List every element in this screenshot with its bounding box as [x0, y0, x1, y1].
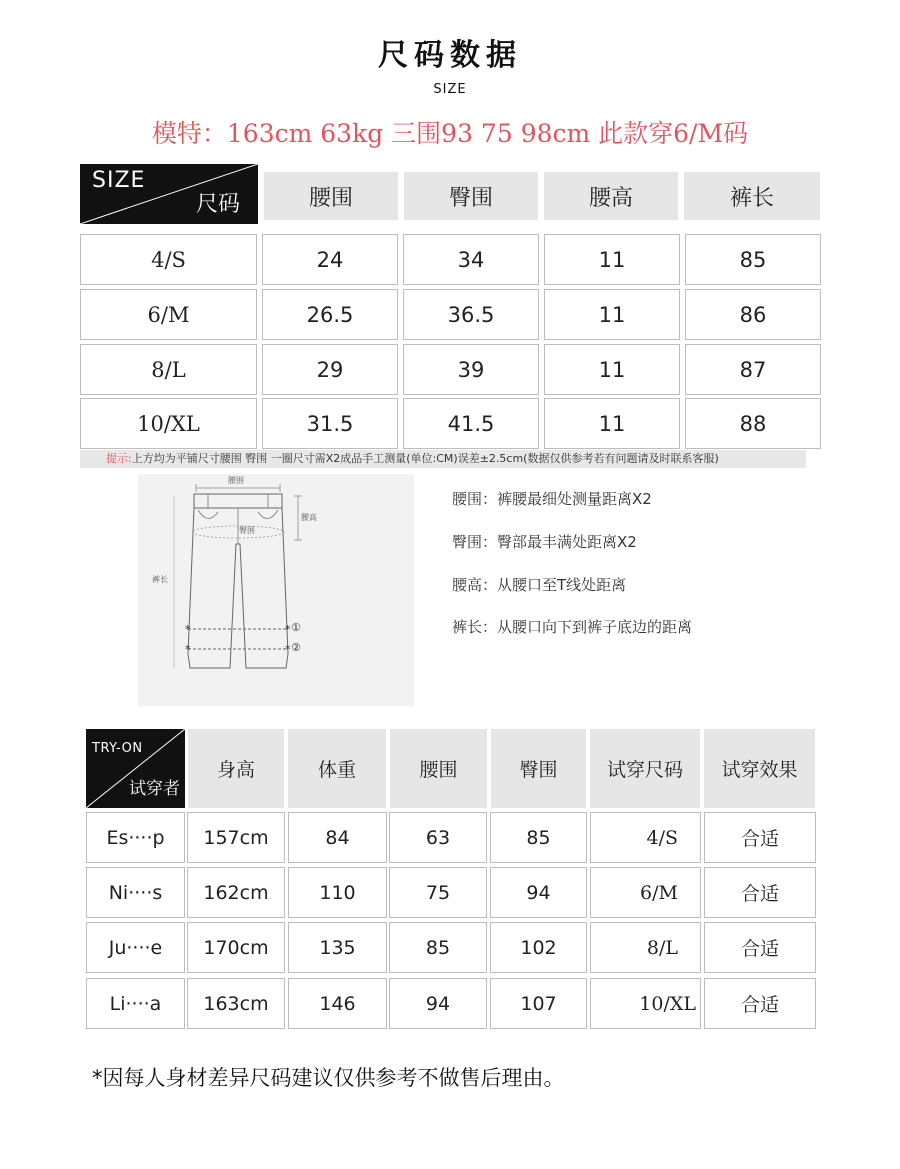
page-subtitle: SIZE: [433, 82, 467, 97]
tryon-name: Es····p: [86, 812, 185, 863]
diagram-label-hip: 臀围: [239, 526, 255, 535]
tryon-cell-size: 6/M: [590, 867, 701, 918]
tryon-cell-size: 8/L: [590, 922, 701, 973]
svg-text:*: *: [285, 643, 291, 656]
tryon-name: Li····a: [86, 978, 185, 1029]
tryon-cell: 135: [288, 922, 387, 973]
tryon-cell: 157cm: [187, 812, 285, 863]
tryon-cell: 85: [490, 812, 587, 863]
measurement-note: [80, 450, 806, 468]
size-cell: 85: [685, 234, 821, 285]
size-cell: 31.5: [262, 398, 398, 449]
size-header-hip: 臀围: [404, 172, 538, 220]
size-cell: 36.5: [403, 289, 539, 340]
tryon-cell-fit: 合适: [704, 812, 816, 863]
tryon-header-height: 身高: [188, 729, 284, 808]
size-row-label: 10/XL: [80, 398, 257, 449]
size-cell: 86: [685, 289, 821, 340]
size-header-waist: 腰围: [264, 172, 398, 220]
tryon-header-waist: 腰围: [390, 729, 487, 808]
tryon-cell: 107: [490, 978, 587, 1029]
tryon-cell: 85: [389, 922, 487, 973]
tryon-cell: 146: [288, 978, 387, 1029]
definition-rise: 腰高：从腰口至T线处距离: [452, 576, 627, 594]
corner-label-size: SIZE: [92, 168, 146, 193]
disclaimer: *因每人身材差异尺码建议仅供参考不做售后理由。: [92, 1066, 565, 1090]
definition-waist: 腰围：裤腰最细处测量距离X2: [452, 490, 652, 508]
svg-text:*: *: [185, 643, 191, 656]
size-cell: 26.5: [262, 289, 398, 340]
hem-marker-2: ②: [291, 641, 301, 654]
model-info: 模特：163cm 63kg 三围93 75 98cm 此款穿6/M码: [151, 119, 749, 148]
tryon-cell: 163cm: [187, 978, 285, 1029]
note-label: 提示:: [106, 452, 132, 465]
corner-label-tryon: TRY-ON: [92, 741, 143, 756]
size-cell: 11: [544, 289, 680, 340]
size-cell: 41.5: [403, 398, 539, 449]
tryon-cell: 102: [490, 922, 587, 973]
tryon-name: Ni····s: [86, 867, 185, 918]
size-table-corner: [80, 164, 258, 224]
size-cell: 11: [544, 344, 680, 395]
tryon-cell: 84: [288, 812, 387, 863]
pants-diagram: [138, 474, 414, 706]
tryon-header-fit: 试穿效果: [704, 729, 815, 808]
measurement-definitions: [452, 480, 772, 660]
page-title: 尺码数据: [378, 38, 522, 73]
size-row-label: 6/M: [80, 289, 257, 340]
tryon-cell: 63: [389, 812, 487, 863]
size-header-rise: 腰高: [544, 172, 678, 220]
tryon-header-size: 试穿尺码: [590, 729, 700, 808]
tryon-cell: 170cm: [187, 922, 285, 973]
diagram-label-length: 裤长: [152, 575, 168, 584]
size-cell: 39: [403, 344, 539, 395]
size-cell: 87: [685, 344, 821, 395]
size-cell: 29: [262, 344, 398, 395]
size-cell: 24: [262, 234, 398, 285]
definition-length: 裤长：从腰口向下到裤子底边的距离: [452, 618, 693, 636]
corner-label-tester: 试穿者: [129, 779, 180, 799]
tryon-cell-size: 4/S: [590, 812, 701, 863]
diagram-label-rise: 腰高: [301, 513, 317, 522]
corner-label-chima: 尺码: [195, 192, 240, 217]
tryon-cell-fit: 合适: [704, 922, 816, 973]
tryon-cell-fit: 合适: [704, 978, 816, 1029]
size-cell: 88: [685, 398, 821, 449]
tryon-header-hip: 臀围: [491, 729, 586, 808]
tryon-cell-fit: 合适: [704, 867, 816, 918]
tryon-table-corner: [86, 729, 185, 808]
size-cell: 34: [403, 234, 539, 285]
pants-illustration: [138, 474, 414, 706]
size-row-label: 4/S: [80, 234, 257, 285]
diagram-label-waist: 腰围: [228, 476, 244, 485]
svg-text:*: *: [185, 623, 191, 636]
tryon-cell-size: 10/XL: [590, 978, 701, 1029]
size-header-length: 裤长: [684, 172, 820, 220]
hem-marker-1: ①: [291, 621, 301, 634]
svg-text:*: *: [285, 623, 291, 636]
tryon-cell: 94: [389, 978, 487, 1029]
size-row-label: 8/L: [80, 344, 257, 395]
tryon-cell: 110: [288, 867, 387, 918]
tryon-name: Ju····e: [86, 922, 185, 973]
size-cell: 11: [544, 398, 680, 449]
note-text: 上方均为平铺尺寸腰围 臀围 一圈尺寸需X2成品手工测量(单位:CM)误差±2.5cm(数据仅供参考若有问题请及时联系客服): [131, 452, 719, 465]
tryon-header-weight: 体重: [288, 729, 386, 808]
size-cell: 11: [544, 234, 680, 285]
definition-hip: 臀围：臀部最丰满处距离X2: [452, 533, 637, 551]
tryon-cell: 75: [389, 867, 487, 918]
tryon-cell: 94: [490, 867, 587, 918]
tryon-cell: 162cm: [187, 867, 285, 918]
